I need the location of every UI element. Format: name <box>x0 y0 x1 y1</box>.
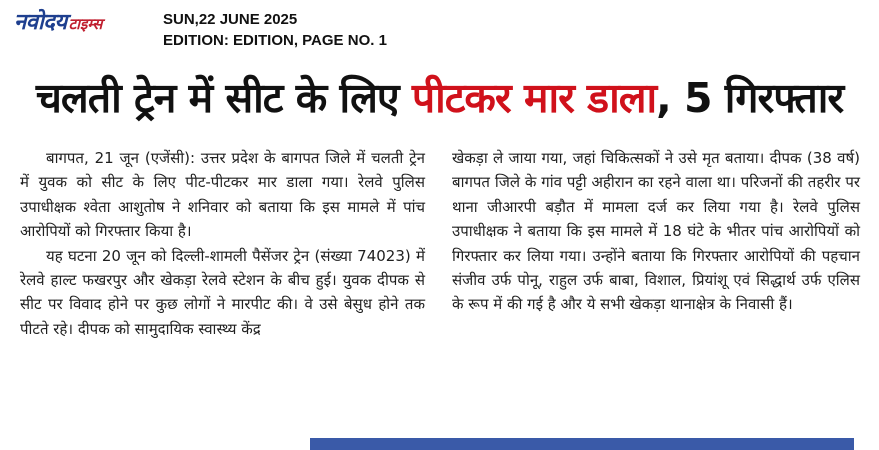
headline-part-3: , 5 गिरफ्तार <box>656 74 844 122</box>
article-column-right <box>452 146 860 317</box>
logo-main-text: नवोदय <box>14 10 67 35</box>
headline-part-red: पीटकर मार डाला <box>411 74 657 122</box>
masthead <box>0 0 879 58</box>
article-paragraph: बागपत, 21 जून (एजेंसी): उत्तर प्रदेश के बागपत जिले में चलती ट्रेन में युवक को सीट के लिए पीट-पीटकर मार डाला गया। रेलवे पुलिस उपाधीक्षक श्वेता आशुतोष ने शनिवार को बताया कि इस मामले में पांच आरोपियों को गिरफ्तार किया है। <box>20 149 425 241</box>
article-paragraph: यह घटना 20 जून को दिल्ली-शामली पैसेंजर ट्रेन (संख्या 74023) में रेलवे हाल्ट फखरपुर और खेकड़ा रेलवे स्टेशन के बीच हुई। युवक दीपक से सीट पर विवाद होने पर कुछ लोगों ने मारपीट की। वे उसे बेसुध होने तक पीटते रहे। दीपक को सामुदायिक स्वास्थ्य केंद्र <box>20 246 425 338</box>
article-paragraph: खेकड़ा ले जाया गया, जहां चिकित्सकों ने उसे मृत बताया। दीपक (38 वर्ष) बागपत जिले के गांव पट्टी अहीरान का रहने वाला था। परिजनों की तहरीर पर थाना जीआरपी बड़ौत में मामला दर्ज कर लिया गया है। रेलवे पुलिस उपाधीक्षक ने बताया कि इस मामले में 18 घंटे के भीतर पांच आरोपियों को गिरफ्तार कर लिया गया। उन्होंने बताया कि गिरफ्तार आरोपियों की पहचान संजीव उर्फ पोनू, राहुल उर्फ बाबा, विशाल, प्रियांशू एवं सिद्धार्थ उर्फ एलिस के रूप में की गई है और ये सभी खेकड़ा थानाक्षेत्र के निवासी हैं। <box>452 149 860 314</box>
newspaper-logo <box>14 6 102 40</box>
article-column-left <box>20 146 425 341</box>
headline-part-1: चलती ट्रेन में सीट के लिए <box>35 74 412 122</box>
issue-date: SUN,22 JUNE 2025 <box>163 11 298 28</box>
edition-info: EDITION: EDITION, PAGE NO. 1 <box>163 32 387 49</box>
bottom-blue-bar <box>310 438 854 450</box>
logo-sub-text: टाइम्स <box>68 15 103 33</box>
edition-meta <box>163 9 387 51</box>
article-headline <box>0 70 879 126</box>
